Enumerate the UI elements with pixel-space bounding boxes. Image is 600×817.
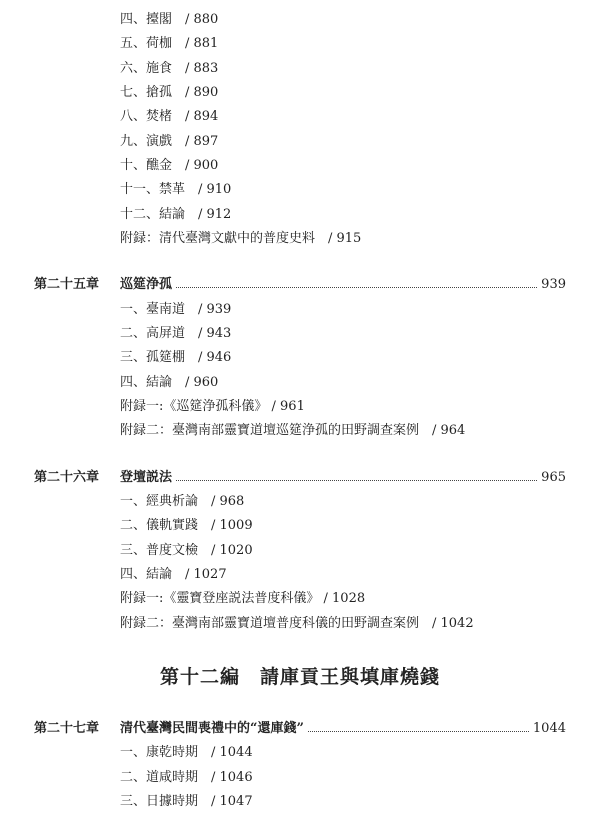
toc-appendix: 附録二：臺灣南部靈寶道壇巡筵浄孤的田野調查案例 / 964 (120, 423, 466, 438)
chapter-page: 939 (541, 277, 566, 292)
toc-entry: 五、荷枷 / 881 (120, 36, 219, 51)
toc-entry: 二、儀軌實踐 / 1009 (120, 518, 253, 533)
chapter-number: 第二十七章 (34, 721, 100, 736)
toc-entry: 四、擡閣 / 880 (120, 12, 219, 27)
toc-entry: 二、高屏道 / 943 (120, 326, 232, 341)
toc-entry: 四、結論 / 1027 (120, 567, 227, 582)
chapter-number: 第二十六章 (34, 470, 100, 485)
toc-appendix: 附録：清代臺灣文獻中的普度史料 / 915 (120, 231, 362, 246)
toc-entry: 一、康乾時期 / 1044 (120, 745, 253, 760)
chapter-page: 965 (541, 470, 566, 485)
toc-entry: 九、演戲 / 897 (120, 134, 219, 149)
toc-entry: 七、搶孤 / 890 (120, 85, 219, 100)
toc-entry: 一、經典析論 / 968 (120, 494, 245, 509)
chapter-26-heading[interactable] (34, 466, 566, 484)
chapter-25-heading[interactable] (34, 273, 566, 291)
chapter-27-heading[interactable] (34, 717, 566, 735)
toc-entry: 三、日據時期 / 1047 (120, 794, 253, 809)
toc-appendix: 附録一:《靈寶登座説法普度科儀》 / 1028 (120, 591, 366, 606)
toc-entry: 十一、禁革 / 910 (120, 182, 232, 197)
toc-entry: 二、道咸時期 / 1046 (120, 770, 253, 785)
toc-appendix: 附録一:《巡筵浄孤科儀》 / 961 (120, 399, 305, 414)
leader-dots (176, 471, 537, 481)
part-heading: 第十二編 請庫貢王與填庫燒錢 (159, 666, 440, 688)
chapter-title: 清代臺灣民間喪禮中的“還庫錢” (120, 721, 304, 736)
toc-entry: 四、結論 / 960 (120, 375, 219, 390)
leader-dots (176, 278, 537, 288)
chapter-title: 登壇説法 (120, 470, 173, 485)
toc-appendix: 附録二：臺灣南部靈寶道壇普度科儀的田野調查案例 / 1042 (120, 616, 474, 631)
toc-entry: 三、孤筵棚 / 946 (120, 350, 232, 365)
chapter-number: 第二十五章 (34, 277, 100, 292)
chapter-page: 1044 (532, 721, 566, 736)
toc-entry: 一、臺南道 / 939 (120, 302, 232, 317)
chapter-title: 巡筵浄孤 (120, 277, 173, 292)
toc-entry: 三、普度文檢 / 1020 (120, 543, 253, 558)
toc-entry: 八、焚楮 / 894 (120, 109, 219, 124)
toc-entry: 六、施食 / 883 (120, 61, 219, 76)
toc-entry: 十、醮金 / 900 (120, 158, 219, 173)
leader-dots (308, 722, 529, 732)
toc-entry: 十二、結論 / 912 (120, 207, 232, 222)
